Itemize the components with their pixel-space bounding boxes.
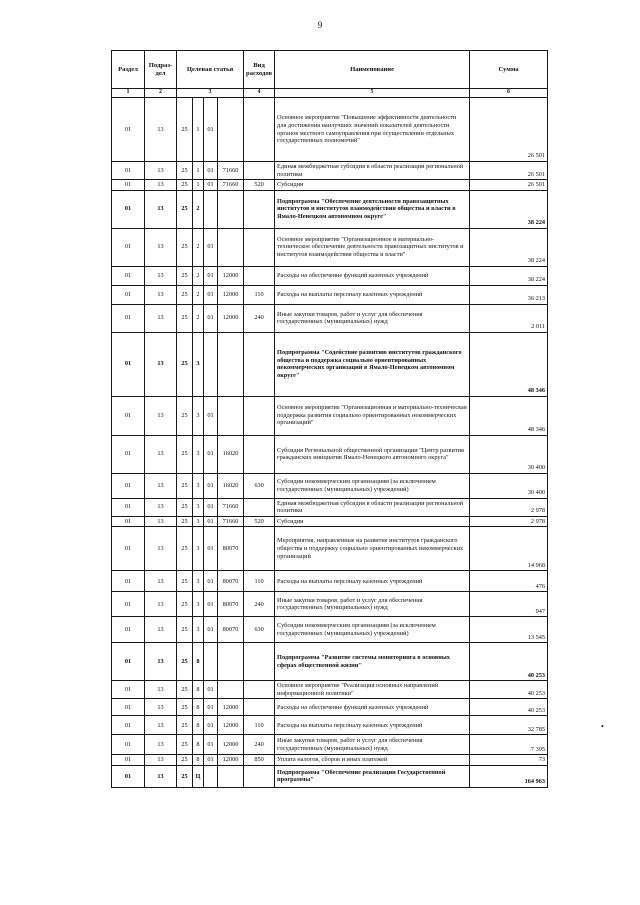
cell-target-1: 25 [177, 304, 193, 332]
cell-target-1: 25 [177, 571, 193, 592]
cell-expense-type [244, 765, 275, 787]
cell-razdel: 01 [112, 592, 145, 617]
cell-target-4 [218, 228, 244, 266]
cell-name: Субсидия Региональной общественной организации "Центр развития гражданских инициатив Ямало-Ненецкого автономного округа" [275, 435, 470, 473]
cell-razdel: 01 [112, 396, 145, 435]
cell-podrazdel: 13 [145, 285, 177, 304]
cell-razdel: 01 [112, 473, 145, 498]
cell-target-1: 25 [177, 228, 193, 266]
cell-target-1: 25 [177, 755, 193, 766]
cell-target-2: 8 [193, 755, 204, 766]
cell-target-4 [218, 332, 244, 396]
cell-target-4: 71660 [218, 498, 244, 516]
cell-razdel: 01 [112, 735, 145, 755]
cell-target-1: 25 [177, 162, 193, 180]
cell-target-2: 1 [193, 162, 204, 180]
cell-target-3: 01 [204, 516, 218, 527]
cell-target-2: 8 [193, 699, 204, 716]
cell-podrazdel: 13 [145, 473, 177, 498]
cell-name: Основное мероприятие "Повышение эффективности деятельности для достижения наилучших значений показателей деятельности органов местного самоуправления при осуществлении отдельных государственных полномочий" [275, 98, 470, 162]
cell-target-3: 01 [204, 735, 218, 755]
cell-target-3: 01 [204, 617, 218, 643]
cell-razdel: 01 [112, 516, 145, 527]
table-row [112, 473, 548, 498]
cell-target-1: 25 [177, 765, 193, 787]
cell-target-1: 25 [177, 617, 193, 643]
cell-target-1: 25 [177, 98, 193, 162]
table-row [112, 162, 548, 180]
cell-target-4: 80070 [218, 592, 244, 617]
table-row [112, 681, 548, 699]
cell-name: Иные закупки товаров, работ и услуг для обеспечения государственных (муниципальных) нужд [275, 304, 470, 332]
table-row [112, 396, 548, 435]
cell-sum: 13 545 [470, 617, 548, 643]
cell-target-3: 01 [204, 396, 218, 435]
cell-expense-type: 110 [244, 571, 275, 592]
cell-podrazdel: 13 [145, 396, 177, 435]
cell-razdel: 01 [112, 190, 145, 228]
cell-name: Расходы на выплаты персоналу казенных учреждений [275, 571, 470, 592]
cell-sum: 26 501 [470, 98, 548, 162]
cell-razdel: 01 [112, 699, 145, 716]
header-expense-type: Вид расходов [244, 51, 275, 89]
cell-expense-type [244, 681, 275, 699]
cell-name: Подпрограмма "Обеспечение реализации Государственной программы" [275, 765, 470, 787]
cell-razdel: 01 [112, 498, 145, 516]
cell-target-4 [218, 190, 244, 228]
cell-target-4: 12000 [218, 285, 244, 304]
cell-sum: 26 501 [470, 180, 548, 191]
cell-razdel: 01 [112, 681, 145, 699]
table-row [112, 435, 548, 473]
cell-target-2: 3 [193, 435, 204, 473]
cell-target-2: 2 [193, 266, 204, 285]
cell-target-4: 71660 [218, 180, 244, 191]
cell-razdel: 01 [112, 228, 145, 266]
cell-target-4: 71660 [218, 516, 244, 527]
cell-target-2: 8 [193, 681, 204, 699]
cell-target-4 [218, 765, 244, 787]
cell-sum: 38 224 [470, 190, 548, 228]
cell-target-3 [204, 765, 218, 787]
cell-name: Иные закупки товаров, работ и услуг для обеспечения государственных (муниципальных) нужд [275, 735, 470, 755]
cell-expense-type [244, 190, 275, 228]
table-row [112, 516, 548, 527]
table-row [112, 699, 548, 716]
table-row [112, 190, 548, 228]
cell-target-3: 01 [204, 571, 218, 592]
cell-sum: 2 978 [470, 516, 548, 527]
cell-expense-type [244, 266, 275, 285]
cell-name: Расходы на выплаты персоналу казенных учреждений [275, 716, 470, 735]
cell-target-1: 25 [177, 516, 193, 527]
table-row [112, 98, 548, 162]
cell-sum: 7 395 [470, 735, 548, 755]
cell-podrazdel: 13 [145, 266, 177, 285]
cell-target-3: 01 [204, 755, 218, 766]
table-row [112, 285, 548, 304]
cell-target-1: 25 [177, 716, 193, 735]
cell-target-4: 80070 [218, 617, 244, 643]
cell-expense-type [244, 699, 275, 716]
cell-sum: 30 400 [470, 473, 548, 498]
cell-target-2: 8 [193, 716, 204, 735]
header-target-article: Целевая статья [177, 51, 244, 89]
cell-target-2: 2 [193, 285, 204, 304]
cell-podrazdel: 13 [145, 304, 177, 332]
cell-podrazdel: 13 [145, 699, 177, 716]
cell-razdel: 01 [112, 304, 145, 332]
cell-sum: 476 [470, 571, 548, 592]
cell-target-2: 3 [193, 571, 204, 592]
cell-target-1: 25 [177, 266, 193, 285]
cell-razdel: 01 [112, 435, 145, 473]
cell-expense-type [244, 396, 275, 435]
cell-target-4: 71660 [218, 162, 244, 180]
cell-razdel: 01 [112, 180, 145, 191]
cell-expense-type: 850 [244, 755, 275, 766]
cell-name: Субсидии некоммерческим организациям (за исключением государственных (муниципальных) учреждений) [275, 473, 470, 498]
cell-sum: 73 [470, 755, 548, 766]
cell-expense-type [244, 527, 275, 571]
page-number: 9 [317, 20, 323, 30]
cell-target-3: 01 [204, 180, 218, 191]
cell-target-3: 01 [204, 716, 218, 735]
cell-target-4: 12000 [218, 304, 244, 332]
cell-podrazdel: 13 [145, 735, 177, 755]
cell-target-2: 8 [193, 643, 204, 681]
cell-name: Иные закупки товаров, работ и услуг для обеспечения государственных (муниципальных) нужд [275, 592, 470, 617]
cell-sum: 164 963 [470, 765, 548, 787]
cell-target-1: 25 [177, 435, 193, 473]
cell-name: Расходы на выплаты персоналу казенных учреждений [275, 285, 470, 304]
cell-target-1: 25 [177, 180, 193, 191]
cell-podrazdel: 13 [145, 498, 177, 516]
cell-target-2: 2 [193, 190, 204, 228]
cell-expense-type: 240 [244, 735, 275, 755]
cell-target-3: 01 [204, 162, 218, 180]
cell-sum: 48 346 [470, 332, 548, 396]
cell-podrazdel: 13 [145, 516, 177, 527]
cell-target-3 [204, 643, 218, 681]
cell-sum: 40 253 [470, 681, 548, 699]
table-row [112, 304, 548, 332]
table-row [112, 498, 548, 516]
cell-target-3: 01 [204, 285, 218, 304]
cell-podrazdel: 13 [145, 755, 177, 766]
cell-name: Подпрограмма "Развитие системы мониторинга в основных сферах общественной жизни" [275, 643, 470, 681]
cell-target-3 [204, 332, 218, 396]
cell-expense-type [244, 435, 275, 473]
cell-podrazdel: 13 [145, 765, 177, 787]
cell-name: Подпрограмма "Содействие развитию институтов гражданского общества и поддержка социально ориентированных некоммерческих организаций в Ямало-Ненецком автономном округе" [275, 332, 470, 396]
cell-sum: 26 501 [470, 162, 548, 180]
cell-name: Подпрограмма "Обеспечение деятельности правозащитных институтов и институтов взаимодействия общества и власти в Ямало-Ненецком автономном округе" [275, 190, 470, 228]
cell-expense-type [244, 498, 275, 516]
cell-name: Субсидии некоммерческим организациям (за исключением государственных (муниципальных) учреждений) [275, 617, 470, 643]
col-number: 6 [470, 89, 548, 98]
cell-sum: 40 253 [470, 643, 548, 681]
cell-target-1: 25 [177, 735, 193, 755]
cell-target-3: 01 [204, 498, 218, 516]
cell-expense-type [244, 332, 275, 396]
cell-name: Единая межбюджетная субсидия в области реализации региональной политики [275, 162, 470, 180]
cell-target-2: 3 [193, 396, 204, 435]
cell-target-2: 1 [193, 98, 204, 162]
cell-podrazdel: 13 [145, 180, 177, 191]
cell-target-1: 25 [177, 498, 193, 516]
cell-sum: 38 224 [470, 228, 548, 266]
cell-podrazdel: 13 [145, 592, 177, 617]
cell-target-1: 25 [177, 285, 193, 304]
cell-target-2: Ц [193, 765, 204, 787]
cell-razdel: 01 [112, 617, 145, 643]
cell-sum: 38 224 [470, 266, 548, 285]
cell-target-3: 01 [204, 473, 218, 498]
cell-target-1: 25 [177, 592, 193, 617]
cell-podrazdel: 13 [145, 681, 177, 699]
cell-razdel: 01 [112, 162, 145, 180]
cell-podrazdel: 13 [145, 435, 177, 473]
cell-target-2: 3 [193, 516, 204, 527]
cell-sum: 32 785 [470, 716, 548, 735]
cell-podrazdel: 13 [145, 571, 177, 592]
cell-target-2: 8 [193, 735, 204, 755]
table-row [112, 228, 548, 266]
table-row [112, 735, 548, 755]
cell-target-3: 01 [204, 435, 218, 473]
cell-target-4: 12000 [218, 735, 244, 755]
table-row [112, 266, 548, 285]
cell-target-2: 2 [193, 228, 204, 266]
cell-name: Уплата налогов, сборов и иных платежей [275, 755, 470, 766]
cell-sum: 947 [470, 592, 548, 617]
cell-razdel: 01 [112, 266, 145, 285]
cell-target-4: 12000 [218, 755, 244, 766]
cell-expense-type: 520 [244, 516, 275, 527]
cell-razdel: 01 [112, 765, 145, 787]
cell-target-2: 3 [193, 527, 204, 571]
table-row [112, 592, 548, 617]
col-number: 3 [177, 89, 244, 98]
cell-name: Расходы на обеспечение функций казенных учреждений [275, 266, 470, 285]
cell-name: Основное мероприятие "Организационная и материально-техническая поддержка развития социально ориентированных некоммерческих организаций" [275, 396, 470, 435]
cell-target-2: 3 [193, 498, 204, 516]
cell-podrazdel: 13 [145, 162, 177, 180]
cell-target-1: 25 [177, 190, 193, 228]
cell-target-2: 2 [193, 304, 204, 332]
cell-target-3: 01 [204, 699, 218, 716]
cell-target-4: 16020 [218, 473, 244, 498]
col-number: 1 [112, 89, 145, 98]
cell-target-3: 01 [204, 228, 218, 266]
cell-razdel: 01 [112, 527, 145, 571]
cell-expense-type: 110 [244, 716, 275, 735]
header-name: Наименование [275, 51, 470, 89]
table-row [112, 765, 548, 787]
cell-name: Основное мероприятие "Реализация основных направлений информационной политики" [275, 681, 470, 699]
cell-target-3: 01 [204, 681, 218, 699]
cell-name: Расходы на обеспечение функций казенных учреждений [275, 699, 470, 716]
side-mark: • [601, 722, 604, 731]
cell-name: Основное мероприятие "Организационное и материально-техническое обеспечение деятельности правозащитных институтов и институтов взаимодействия общества и власти" [275, 228, 470, 266]
cell-expense-type: 520 [244, 180, 275, 191]
cell-expense-type: 630 [244, 617, 275, 643]
cell-name: Субсидии [275, 180, 470, 191]
table-row [112, 716, 548, 735]
cell-expense-type: 110 [244, 285, 275, 304]
cell-expense-type [244, 643, 275, 681]
table-row [112, 180, 548, 191]
table-row [112, 527, 548, 571]
table-row [112, 617, 548, 643]
cell-name: Субсидии [275, 516, 470, 527]
cell-name: Единая межбюджетная субсидия в области реализации региональной политики [275, 498, 470, 516]
cell-razdel: 01 [112, 332, 145, 396]
cell-expense-type [244, 98, 275, 162]
cell-target-4 [218, 643, 244, 681]
cell-target-4 [218, 396, 244, 435]
cell-podrazdel: 13 [145, 190, 177, 228]
cell-target-3 [204, 190, 218, 228]
cell-target-4: 12000 [218, 716, 244, 735]
cell-sum: 36 213 [470, 285, 548, 304]
cell-sum: 40 253 [470, 699, 548, 716]
cell-sum: 30 400 [470, 435, 548, 473]
cell-razdel: 01 [112, 98, 145, 162]
cell-target-1: 25 [177, 332, 193, 396]
cell-podrazdel: 13 [145, 332, 177, 396]
cell-podrazdel: 13 [145, 716, 177, 735]
cell-expense-type [244, 228, 275, 266]
table-row [112, 332, 548, 396]
cell-podrazdel: 13 [145, 228, 177, 266]
cell-podrazdel: 13 [145, 617, 177, 643]
cell-expense-type: 240 [244, 304, 275, 332]
header-podrazdel: Подраз- дел [145, 51, 177, 89]
cell-target-1: 25 [177, 699, 193, 716]
header-razdel: Раздел [112, 51, 145, 89]
cell-target-2: 3 [193, 473, 204, 498]
cell-target-4: 12000 [218, 266, 244, 285]
cell-target-1: 25 [177, 473, 193, 498]
cell-razdel: 01 [112, 571, 145, 592]
cell-sum: 2 978 [470, 498, 548, 516]
cell-target-1: 25 [177, 681, 193, 699]
col-number: 4 [244, 89, 275, 98]
col-number: 5 [275, 89, 470, 98]
table-row [112, 755, 548, 766]
cell-target-4 [218, 98, 244, 162]
cell-sum: 14 968 [470, 527, 548, 571]
cell-podrazdel: 13 [145, 527, 177, 571]
cell-target-1: 25 [177, 527, 193, 571]
cell-target-4: 80070 [218, 527, 244, 571]
cell-target-4 [218, 681, 244, 699]
cell-sum: 2 011 [470, 304, 548, 332]
column-number-row [112, 89, 548, 98]
cell-target-3: 01 [204, 304, 218, 332]
cell-expense-type [244, 162, 275, 180]
cell-target-4: 12000 [218, 699, 244, 716]
header-row [112, 51, 548, 89]
cell-target-4: 80070 [218, 571, 244, 592]
cell-target-2: 3 [193, 592, 204, 617]
cell-target-1: 25 [177, 643, 193, 681]
cell-target-4: 16020 [218, 435, 244, 473]
table-row [112, 643, 548, 681]
cell-razdel: 01 [112, 755, 145, 766]
cell-target-2: 3 [193, 332, 204, 396]
cell-target-2: 1 [193, 180, 204, 191]
cell-target-3: 01 [204, 266, 218, 285]
cell-razdel: 01 [112, 285, 145, 304]
cell-name: Мероприятия, направленные на развитие институтов гражданского общества и поддержку социально ориентированных некоммерческих организаций [275, 527, 470, 571]
cell-expense-type: 240 [244, 592, 275, 617]
cell-target-1: 25 [177, 396, 193, 435]
cell-target-3: 01 [204, 98, 218, 162]
cell-target-2: 3 [193, 617, 204, 643]
budget-table [111, 50, 548, 788]
cell-podrazdel: 13 [145, 643, 177, 681]
cell-expense-type: 630 [244, 473, 275, 498]
col-number: 2 [145, 89, 177, 98]
header-sum: Сумма [470, 51, 548, 89]
table-row [112, 571, 548, 592]
cell-sum: 48 346 [470, 396, 548, 435]
cell-target-3: 01 [204, 527, 218, 571]
cell-razdel: 01 [112, 643, 145, 681]
cell-target-3: 01 [204, 592, 218, 617]
cell-podrazdel: 13 [145, 98, 177, 162]
cell-razdel: 01 [112, 716, 145, 735]
